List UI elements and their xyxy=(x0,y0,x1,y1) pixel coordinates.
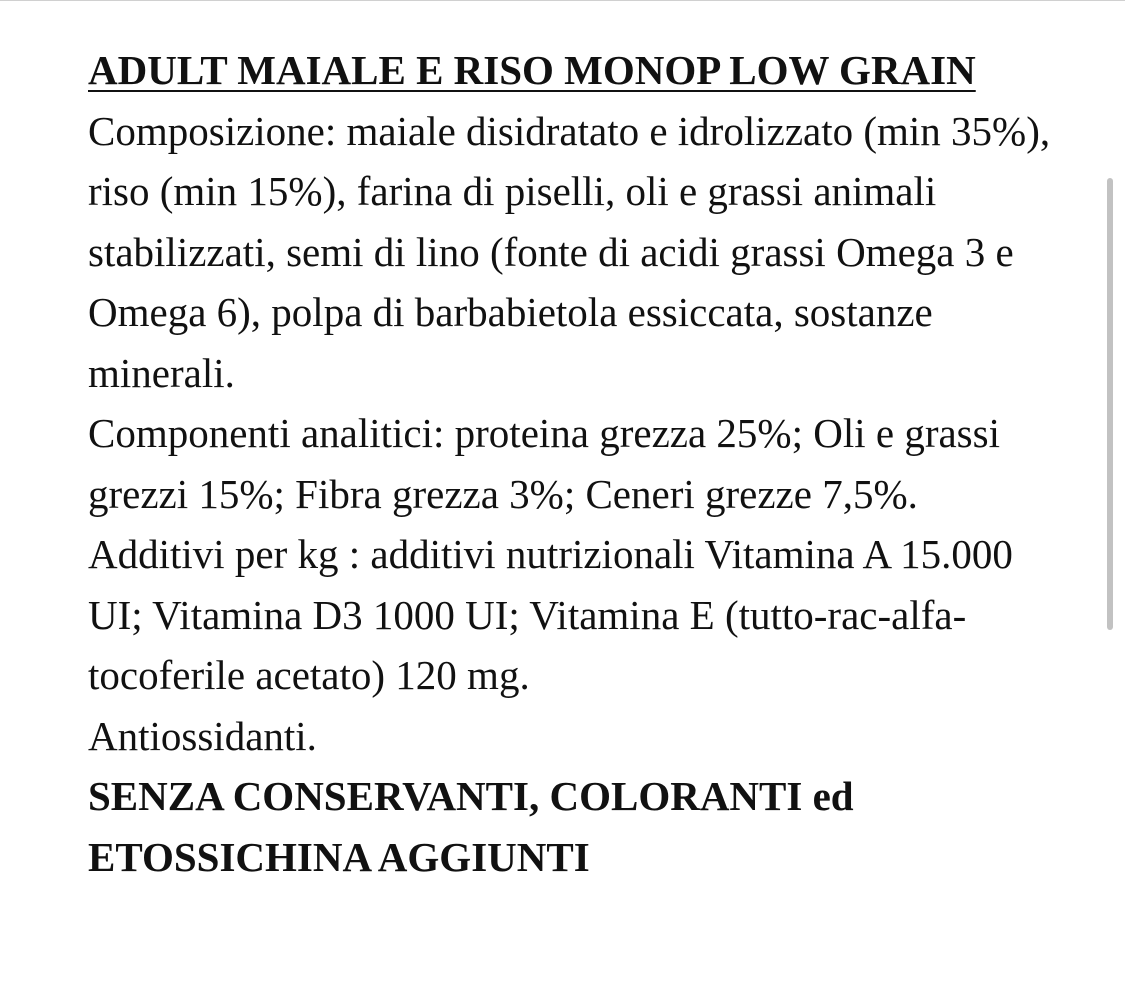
top-divider xyxy=(0,0,1125,1)
no-preservatives-note: SENZA CONSERVANTI, COLORANTI ed ETOSSICHINA AGGIUNTI xyxy=(88,773,854,880)
additives-text: Additivi per kg : additivi nutrizionali Vitamina A 15.000 UI; Vitamina D3 1000 UI; Vitamina E (tutto-rac-alfa-tocoferile acetato) 120 mg. xyxy=(88,531,1013,698)
scrollbar-thumb[interactable] xyxy=(1107,178,1113,630)
vertical-scrollbar[interactable] xyxy=(1107,178,1113,630)
product-title: ADULT MAIALE E RISO MONOP LOW GRAIN xyxy=(88,47,976,93)
composition-text: Composizione: maiale disidratato e idrolizzato (min 35%), riso (min 15%), farina di piselli, oli e grassi animali stabilizzati, semi di lino (fonte di acidi grassi Omega 3 e Omega 6), polpa di barbabietola essiccata, sostanze minerali. xyxy=(88,107,1051,396)
analytical-components-text: Componenti analitici: proteina grezza 25%; Oli e grassi grezzi 15%; Fibra grezza 3%; Ceneri grezze 7,5%. xyxy=(88,410,1000,517)
antioxidants-text: Antiossidanti. xyxy=(88,712,317,759)
document-content xyxy=(88,40,1073,887)
